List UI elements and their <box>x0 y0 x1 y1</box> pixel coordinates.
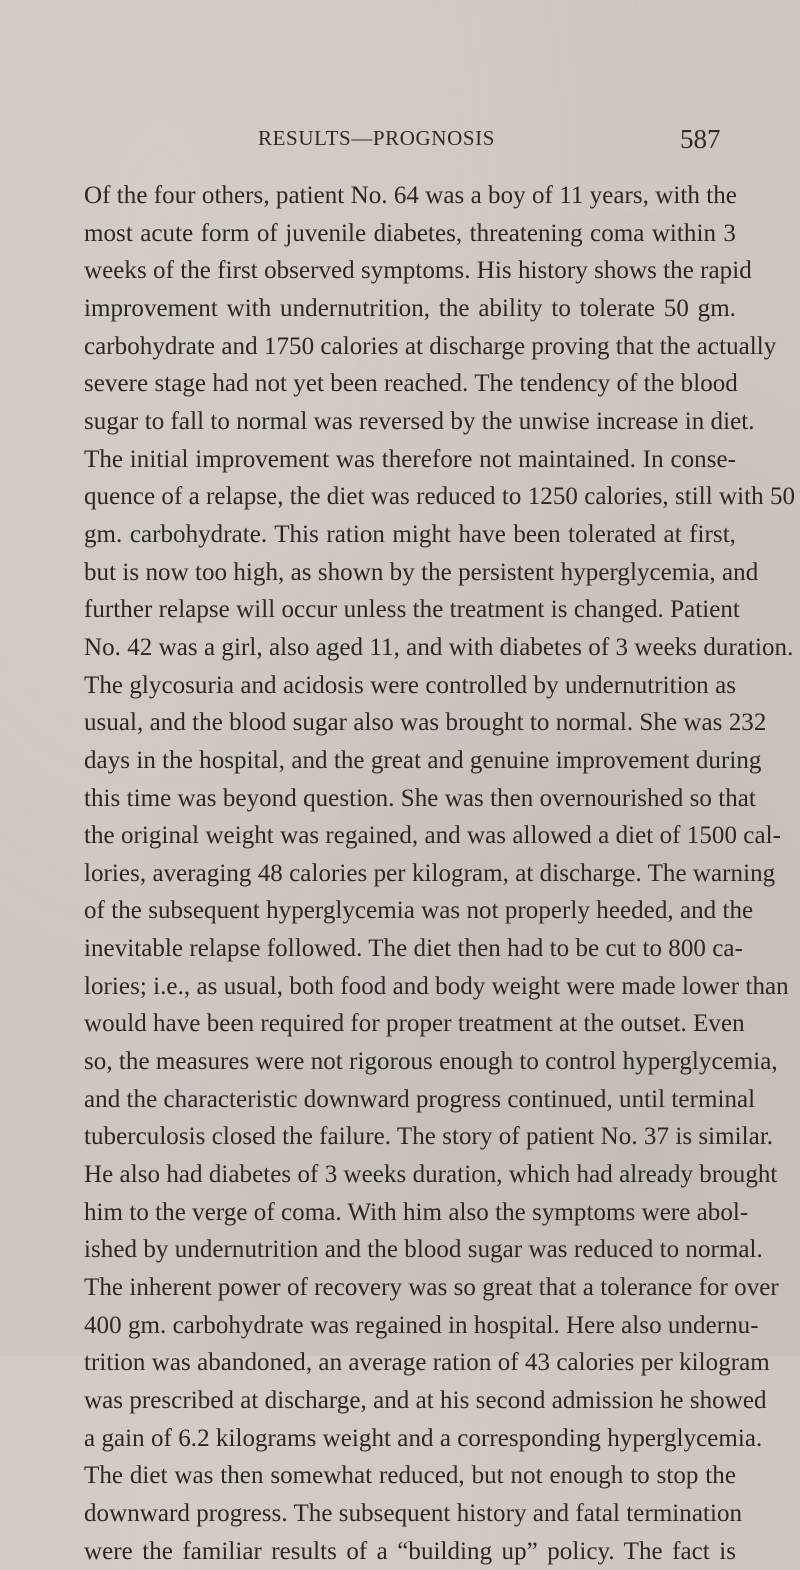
text-line: 400 gm. carbohydrate was regained in hospital. Here also undernu- <box>84 1311 759 1339</box>
text-line: tuberculosis closed the failure. The story of patient No. 37 is similar. <box>84 1123 774 1151</box>
text-line: the original weight was regained, and was allowed a diet of 1500 cal- <box>84 822 781 850</box>
text-line: this time was beyond question. She was then overnourished so that <box>84 784 756 812</box>
text-line: improvement with undernutrition, the ability to tolerate 50 gm. <box>84 294 736 322</box>
text-line: trition was abandoned, an average ration of 43 calories per kilogram <box>84 1349 770 1377</box>
text-line: severe stage had not yet been reached. The tendency of the blood <box>84 370 738 398</box>
text-line: The diet was then somewhat reduced, but not enough to stop the <box>84 1462 736 1490</box>
text-line: days in the hospital, and the great and genuine improvement during <box>84 746 762 774</box>
text-line: a gain of 6.2 kilograms weight and a corresponding hyperglycemia. <box>84 1424 763 1452</box>
text-line: downward progress. The subsequent history and fatal termination <box>84 1499 743 1527</box>
text-line: usual, and the blood sugar also was brought to normal. She was 232 <box>84 709 767 737</box>
text-line: The initial improvement was therefore not maintained. In conse- <box>84 445 736 473</box>
text-line: him to the verge of coma. With him also the symptoms were abol- <box>84 1198 749 1226</box>
text-line: ished by undernutrition and the blood sugar was reduced to normal. <box>84 1236 763 1264</box>
text-line: sugar to fall to normal was reversed by the unwise increase in diet. <box>84 407 755 435</box>
text-line: The glycosuria and acidosis were controlled by undernutrition as <box>84 671 736 699</box>
text-line: inevitable relapse followed. The diet then had to be cut to 800 ca- <box>84 935 743 963</box>
text-line: Of the four others, patient No. 64 was a boy of 11 years, with the <box>84 182 737 209</box>
text-line: lories; i.e., as usual, both food and body weight were made lower than <box>84 972 789 1000</box>
text-line: would have been required for proper treatment at the outset. Even <box>84 1010 745 1038</box>
text-line: No. 42 was a girl, also aged 11, and with diabetes of 3 weeks duration. <box>84 633 794 661</box>
running-head: RESULTS—PROGNOSIS <box>258 126 495 150</box>
text-line: weeks of the first observed symptoms. His history shows the rapid <box>84 257 752 285</box>
text-line: most acute form of juvenile diabetes, threatening coma within 3 <box>84 219 736 247</box>
text-line: so, the measures were not rigorous enough to control hyperglycemia, <box>84 1048 778 1076</box>
text-line: The inherent power of recovery was so great that a tolerance for over <box>84 1274 779 1302</box>
text-line: and the characteristic downward progress continued, until terminal <box>84 1085 756 1113</box>
text-line: were the familiar results of a “building up” policy. The fact is <box>84 1537 736 1565</box>
text-line: of the subsequent hyperglycemia was not properly heeded, and the <box>84 897 754 925</box>
text-line: gm. carbohydrate. This ration might have been tolerated at first, <box>84 520 736 548</box>
text-line: further relapse will occur unless the treatment is changed. Patient <box>84 596 740 624</box>
text-line: quence of a relapse, the diet was reduced to 1250 calories, still with 50 <box>84 483 796 511</box>
text-line: carbohydrate and 1750 calories at discharge proving that the actually <box>84 332 777 360</box>
text-line: He also had diabetes of 3 weeks duration, which had already brought <box>84 1161 778 1189</box>
page-number: 587 <box>680 124 721 154</box>
body-paragraph <box>84 177 796 1570</box>
text-line: was prescribed at discharge, and at his second admission he showed <box>84 1387 767 1414</box>
text-line: but is now too high, as shown by the persistent hyperglycemia, and <box>84 558 759 586</box>
text-line: lories, averaging 48 calories per kilogram, at discharge. The warning <box>84 859 776 887</box>
